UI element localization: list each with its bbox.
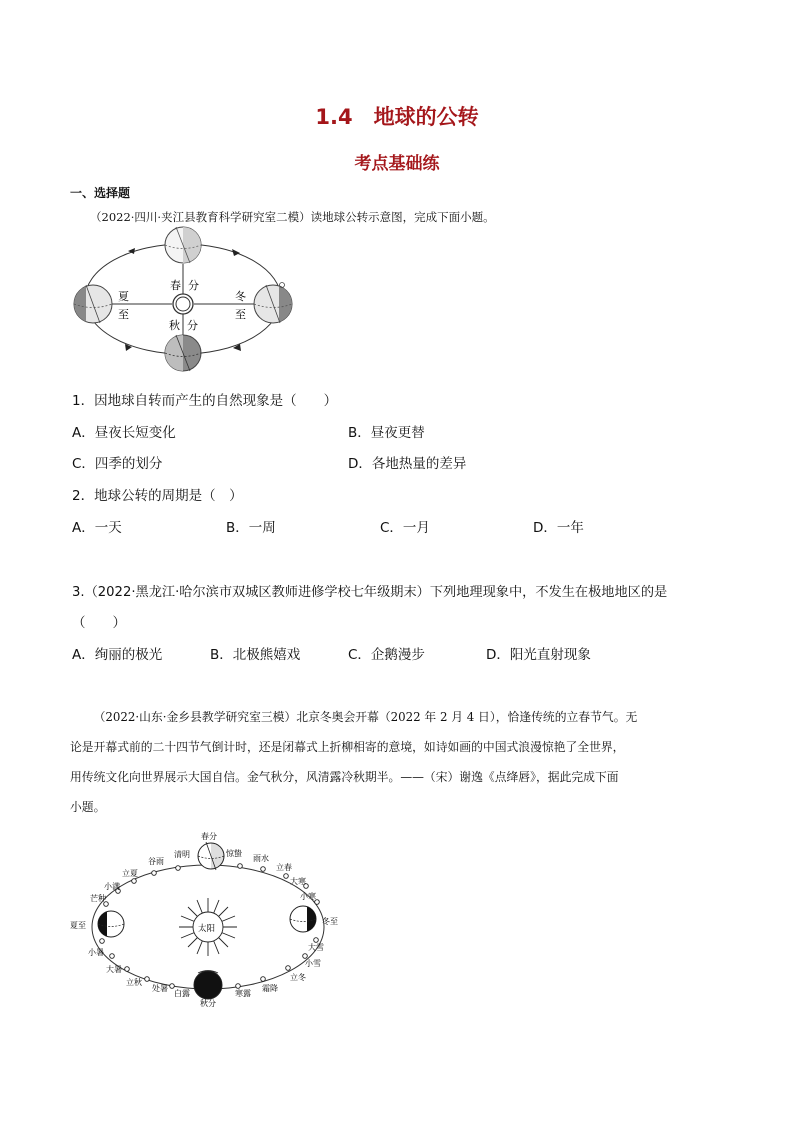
section-heading: 一、选择题 — [70, 186, 131, 200]
earth-summer-icon — [97, 910, 124, 938]
label-winter-a: 冬 — [235, 290, 246, 303]
earth-autumn-icon — [164, 334, 201, 374]
q1-option-c[interactable]: C．四季的划分 — [72, 456, 163, 472]
term-shuangjiang: 霜降 — [262, 984, 278, 993]
term-lidong: 立冬 — [290, 973, 306, 982]
q3-option-c[interactable]: C．企鹅漫步 — [348, 647, 425, 663]
term-xiazhi: 夏至 — [70, 921, 86, 930]
term-qingming: 清明 — [174, 850, 190, 859]
earth-spring-icon — [165, 226, 203, 266]
q3-option-a[interactable]: A．绚丽的极光 — [72, 647, 163, 663]
term-dongzhi: 冬至 — [322, 917, 338, 926]
solar-terms-diagram — [60, 828, 360, 1013]
term-yushui: 雨水 — [253, 854, 269, 863]
label-winter-b: 至 — [235, 308, 246, 321]
passage-line: 用传统文化向世界展示大国自信。金气秋分，风清露冷秋期半。——（宋）谢逸《点绛唇》，据此完成下面 — [70, 770, 619, 784]
term-guyu: 谷雨 — [148, 857, 164, 866]
earth-winter-icon — [254, 283, 293, 325]
q1-option-a[interactable]: A．昼夜长短变化 — [72, 425, 176, 441]
q1-option-b[interactable]: B．昼夜更替 — [348, 425, 425, 441]
term-xiaoxue: 小雪 — [305, 959, 321, 968]
term-qiufen: 秋分 — [200, 999, 216, 1008]
passage-line: 小题。 — [70, 800, 106, 814]
term-lixia: 立夏 — [122, 869, 138, 878]
page-title: 1.4 地球的公转 — [315, 105, 479, 129]
term-chushu: 处暑 — [152, 984, 168, 993]
page-subtitle: 考点基础练 — [354, 154, 440, 174]
term-liqiu: 立秋 — [126, 978, 142, 987]
term-dahan: 大寒 — [290, 877, 306, 886]
q3-option-d[interactable]: D．阳光直射现象 — [486, 647, 591, 663]
q3-option-b[interactable]: B．北极熊嬉戏 — [210, 647, 301, 663]
term-daxue: 大雪 — [308, 943, 324, 952]
label-summer-b: 至 — [118, 308, 129, 321]
earth-winter-icon — [290, 905, 317, 933]
q1-option-d[interactable]: D．各地热量的差异 — [348, 456, 467, 472]
term-hanlu: 寒露 — [235, 989, 251, 998]
earth-autumn-icon — [194, 971, 222, 1000]
q2-option-b[interactable]: B．一周 — [226, 520, 276, 536]
term-xiaohan: 小寒 — [300, 892, 316, 901]
passage-line: （2022·山东·金乡县教学研究室三模）北京冬奥会开幕（2022 年 2 月 4 日），恰逢传统的立春节气。无 — [93, 710, 638, 724]
q2-option-c[interactable]: C．一月 — [380, 520, 430, 536]
term-bailu: 白露 — [174, 989, 190, 998]
q2-stem: 2．地球公转的周期是（ ） — [72, 488, 243, 504]
term-xiaoshu: 小暑 — [88, 948, 104, 957]
earth-summer-icon — [72, 284, 112, 324]
sun-icon — [173, 294, 193, 314]
term-xiaoman: 小满 — [104, 882, 120, 891]
term-lichun: 立春 — [276, 863, 292, 872]
q1-stem: 1．因地球自转而产生的自然现象是（ ） — [72, 393, 338, 409]
term-mangzhong: 芒种 — [90, 894, 106, 903]
label-autumn-b: 分 — [187, 319, 198, 332]
group2-passage — [70, 702, 726, 822]
q2-option-a[interactable]: A．一天 — [72, 520, 122, 536]
label-spring-a: 春 — [170, 279, 181, 292]
term-dashu: 大暑 — [106, 965, 122, 974]
term-jingzhe: 惊蛰 — [226, 849, 242, 858]
sun-label: 太阳 — [198, 924, 216, 934]
label-autumn-a: 秋 — [169, 319, 180, 332]
passage-line: 论是开幕式前的二十四节气倒计时，还是闭幕式上折柳相寄的意境，如诗如画的中国式浪漫惊艳了全世界， — [70, 740, 625, 754]
term-chunfen: 春分 — [201, 832, 217, 841]
group1-intro: （2022·四川·夹江县教育科学研究室二模）读地球公转示意图，完成下面小题。 — [90, 210, 495, 224]
q3-stem: 3.（2022·黑龙江·哈尔滨市双城区教师进修学校七年级期末）下列地理现象中，不发生在极地地区的是 — [72, 585, 668, 600]
q3-stem-cont: （ ） — [72, 615, 126, 631]
label-summer-a: 夏 — [118, 290, 129, 303]
label-spring-b: 分 — [188, 279, 199, 292]
revolution-diagram — [68, 226, 300, 376]
q2-option-d[interactable]: D．一年 — [533, 520, 584, 536]
